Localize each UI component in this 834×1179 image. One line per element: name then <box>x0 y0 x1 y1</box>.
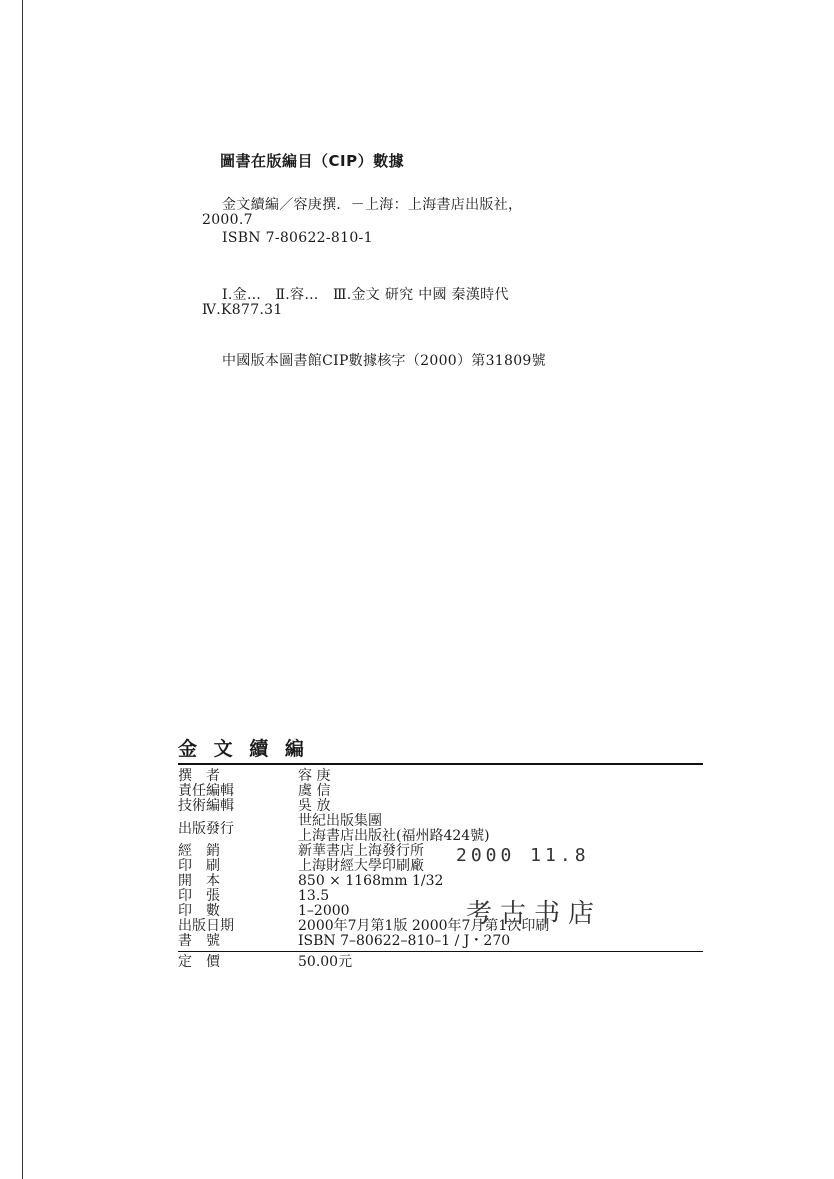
row-value: 吳 放 <box>298 798 331 814</box>
handwritten-store-name: 考古书店 <box>466 899 603 929</box>
colophon-row-author <box>178 769 703 784</box>
cip-line-date: 2000.7 <box>202 212 253 228</box>
row-label: 撰 者 <box>178 768 220 784</box>
cip-line-subjects: Ⅰ.金… Ⅱ.容… Ⅲ.金文 研究 中國 秦漢時代 <box>222 287 509 303</box>
cip-line-isbn: ISBN 7-80622-810-1 <box>222 230 373 246</box>
row-label: 印 張 <box>178 888 220 904</box>
row-label: 責任編輯 <box>178 783 234 799</box>
colophon-row-isbn <box>178 934 703 949</box>
row-value: 上海財經大學印刷廠 <box>298 858 424 874</box>
colophon-row-distributor <box>178 844 703 859</box>
row-label: 書 號 <box>178 933 220 949</box>
colophon-row-print-run <box>178 904 703 919</box>
row-label: 出版日期 <box>178 918 234 934</box>
colophon-row-format <box>178 874 703 889</box>
publisher-group: 世紀出版集團 <box>298 813 382 829</box>
price-label: 定 價 <box>178 954 220 970</box>
colophon-row-publisher <box>178 814 703 844</box>
colophon-row-editor <box>178 784 703 799</box>
colophon-row-tech-editor <box>178 799 703 814</box>
row-value: 虞 信 <box>298 783 331 799</box>
colophon-row-pub-date <box>178 919 703 934</box>
cip-line-title-author: 金文續編／容庚撰．－上海：上海書店出版社， <box>222 197 523 213</box>
row-value: 1–2000 <box>298 903 350 919</box>
row-value: 2000年7月第1版 2000年7月第1次印刷 <box>298 918 550 934</box>
cip-line-record-number: 中國版本圖書館CIP數據核字（2000）第31809號 <box>222 353 546 369</box>
colophon-row-price <box>178 955 703 970</box>
row-label: 出版發行 <box>178 820 234 837</box>
row-label: 技術編輯 <box>178 798 234 814</box>
cip-line-classification: Ⅳ.K877.31 <box>202 302 283 318</box>
row-label: 開 本 <box>178 873 220 889</box>
row-value: 13.5 <box>298 888 330 904</box>
row-value: 容 庚 <box>298 768 331 784</box>
colophon <box>178 736 703 970</box>
row-label: 經 銷 <box>178 843 220 859</box>
row-label: 印 數 <box>178 903 220 919</box>
handwritten-date: 2000 11.8 <box>456 845 590 866</box>
row-value: ISBN 7–80622–810–1 / J・270 <box>298 933 511 949</box>
publisher-name-address: 上海書店出版社(福州路424號) <box>298 828 490 844</box>
colophon-row-sheets <box>178 889 703 904</box>
colophon-row-printer <box>178 859 703 874</box>
row-value: 新華書店上海發行所 <box>298 843 424 859</box>
cip-title: 圖書在版編目（CIP）數據 <box>220 152 405 170</box>
price-value: 50.00元 <box>298 954 353 970</box>
row-value <box>298 814 703 844</box>
scan-border-line <box>22 0 23 1179</box>
row-value: 850 × 1168mm 1/32 <box>298 873 444 889</box>
row-label: 印 刷 <box>178 858 220 874</box>
colophon-title: 金 文 續 編 <box>178 738 309 760</box>
